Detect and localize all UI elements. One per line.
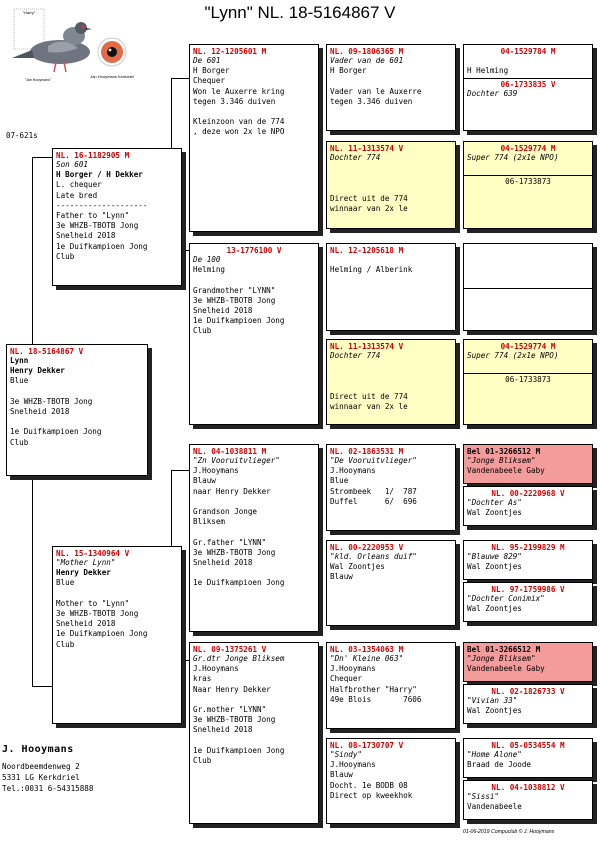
mmm-details <box>330 750 452 801</box>
mf-details-line: 1e Duifkampioen Jong <box>193 578 285 588</box>
mother-details-line: Mother to "Lynn" <box>56 598 130 608</box>
mother-ring: NL. 15-1340964 V <box>56 549 130 558</box>
mf-details-line <box>193 497 315 507</box>
mfm-details-line: "kld. Orleans duif" <box>330 552 417 561</box>
mother-details-line: Snelheid 2018 <box>56 619 116 629</box>
breeder-name: J. Hooymans <box>2 744 74 755</box>
fff-details-line: Vader van de 601 <box>330 56 404 65</box>
gen5-ring-16: NL. 04-1038812 V <box>491 783 565 792</box>
ff-details-line: tegen 3.346 duiven <box>193 96 276 106</box>
fff-details-line: H Borger <box>330 66 367 76</box>
gen5-details-13-line: Vandenabeele Gaby <box>467 664 545 674</box>
gen5-details-3 <box>467 153 589 163</box>
fff-ring: NL. 09-1806365 M <box>330 47 404 56</box>
fmm-details-line <box>330 371 452 381</box>
mf-details-line <box>193 527 315 537</box>
mm-details-line: kras <box>193 674 212 684</box>
mm-details-line: Gr.mother "LYNN" <box>193 705 267 715</box>
subject-details-line: Club <box>10 437 29 447</box>
gen5-details-16-line: Vandenabeele <box>467 802 522 812</box>
mf-details-line: Grandson Jonge <box>193 507 258 517</box>
mf-details-line: Snelheid 2018 <box>193 558 253 568</box>
gen5-ring-4: 06-1733873 <box>505 177 551 187</box>
mff-details <box>330 456 452 507</box>
fm-ring: 13-1776100 V <box>226 246 282 255</box>
pedigree-mmf <box>326 642 456 729</box>
mff-details-line: Duffel 6/ 696 <box>330 496 417 506</box>
gen5-ring-11: NL. 95-2199829 M <box>491 543 565 552</box>
mf-details-line: Bliksem <box>193 517 226 527</box>
mmm-details-line: J.Hooymans <box>330 760 376 770</box>
gen5-details-11 <box>467 552 589 572</box>
mff-details-line: Blue <box>330 476 349 486</box>
pedigree-mf <box>189 444 319 632</box>
pedigree-father <box>52 148 182 286</box>
pedigree-subject <box>6 344 148 476</box>
fm-details-line <box>193 275 315 285</box>
mother-details-line: 1e Duifkampioen Jong <box>56 629 148 639</box>
mff-details-line: J.Hooymans <box>330 466 376 476</box>
ff-details-line: De 601 <box>193 56 221 65</box>
ffm-details-line: winnaar van 2x le <box>330 204 408 214</box>
fmm-ring: NL. 11-1313574 V <box>330 342 404 351</box>
fff-details-line <box>330 76 452 86</box>
gen5-details-15-line: Braad de Joode <box>467 760 532 770</box>
breeder-info <box>2 744 93 794</box>
pedigree-mm <box>189 642 319 824</box>
mm-details-line <box>193 736 315 746</box>
mf-details-line: "Zn Vooruitvlieger" <box>193 456 280 465</box>
father-details-line: H Borger / H Dekker <box>56 170 143 180</box>
fm-details <box>193 255 315 337</box>
fm-details-line: De 100 <box>193 255 221 264</box>
father-details <box>56 160 178 262</box>
ffm-details <box>330 153 452 214</box>
page-title: "Lynn" NL. 18-5164867 V <box>204 3 396 22</box>
gen5-details-11-line: "Blauwe 829" <box>467 552 522 561</box>
side-code: 07-621s <box>6 131 38 140</box>
fff-details <box>330 56 452 107</box>
fmm-details-line <box>330 361 452 371</box>
logo-top-caption: "Harry" <box>22 10 36 15</box>
breeder-city: 5331 LG Kerkdriel <box>2 773 80 782</box>
ffm-details-line <box>330 163 452 173</box>
fm-details-line: Snelheid 2018 <box>193 306 253 316</box>
mf-details-line: 3e WHZB-TBOTB Jong <box>193 547 276 557</box>
pedigree-gen5-11 <box>463 540 593 580</box>
subject-details-line: Snelheid 2018 <box>10 407 70 417</box>
subject-details-line: 1e Duifkampioen Jong <box>10 427 102 437</box>
pedigree-ffm <box>326 141 456 229</box>
gen5-details-10-line: "Dochter As" <box>467 498 522 507</box>
mmf-details-line: 49e Blois 7606 <box>330 694 422 704</box>
subject-details-line: Blue <box>10 376 29 386</box>
mm-details-line: 1e Duifkampioen Jong <box>193 745 285 755</box>
ff-details-line <box>193 107 315 117</box>
mother-details-line: "Mother Lynn" <box>56 558 116 567</box>
mm-details <box>193 654 315 766</box>
pedigree-gen5-pair-1 <box>463 44 593 131</box>
mm-details-line: Gr.dtr Jonge Bliksem <box>193 654 285 663</box>
pedigree-fff <box>326 44 456 131</box>
fmf-details-line <box>330 255 452 265</box>
ff-ring: NL. 12-1205601 M <box>193 47 267 56</box>
mmf-details-line: Chequer <box>330 674 363 684</box>
gen5-ring-10: NL. 00-2220968 V <box>491 489 565 498</box>
subject-details-line: Lynn <box>10 356 29 365</box>
subject-details-line: Henry Dekker <box>10 366 65 376</box>
mff-details-line: Strombeek 1/ 787 <box>330 486 417 496</box>
gen5-details-7-line: Super 774 (2x1e NPO) <box>467 351 559 360</box>
fm-details-line: Grandmother "LYNN" <box>193 285 276 295</box>
ffm-ring: NL. 11-1313574 V <box>330 144 404 153</box>
mother-details-line: Blue <box>56 578 75 588</box>
gen5-details-7 <box>467 351 589 361</box>
pedigree-gen5-10 <box>463 486 593 526</box>
ff-details <box>193 56 315 138</box>
gen5-details-13-line: "Jonge Bliksem" <box>467 654 536 663</box>
pedigree-gen5-13 <box>463 642 593 682</box>
ffm-details-line <box>330 173 452 183</box>
pedigree-gen5-14 <box>463 684 593 724</box>
mm-details-line <box>193 695 315 705</box>
gen5-details-12-line: Wal Zoontjes <box>467 604 522 614</box>
mf-details-line: Blauw <box>193 476 216 486</box>
pedigree-fmf <box>326 243 456 331</box>
subject-details <box>10 356 144 448</box>
gen5-ring-12: NL. 97-1759986 V <box>491 585 565 594</box>
mmm-details-line: Docht. 1e BODB 08 <box>330 780 408 790</box>
mf-details-line <box>193 568 315 578</box>
pedigree-mfm <box>326 540 456 626</box>
gen5-ring-7: 04-1529774 M <box>500 342 556 351</box>
subject-details-line: 3e WHZB-TBOTB Jong <box>10 396 93 406</box>
pedigree-gen5-pair-4 <box>463 339 593 425</box>
mf-details-line: naar Henry Dekker <box>193 486 271 496</box>
mf-ring: NL. 04-1038811 M <box>193 447 267 456</box>
pedigree-gen5-pair-2 <box>463 141 593 229</box>
fmm-details-line <box>330 382 452 392</box>
gen5-details-16-line: "Sissi" <box>467 792 500 801</box>
mm-details-line: Snelheid 2018 <box>193 725 253 735</box>
subject-details-line <box>10 417 144 427</box>
pedigree-mmm <box>326 738 456 824</box>
fff-details-line: tegen 3.346 duiven <box>330 96 413 106</box>
gen5-details-9 <box>467 456 589 476</box>
ff-details-line: , deze won 2x le NPO <box>193 127 285 137</box>
fmf-ring: NL. 12-1205618 M <box>330 246 404 255</box>
mm-details-line: Naar Henry Dekker <box>193 684 271 694</box>
mmm-details-line: Blauw <box>330 770 353 780</box>
gen5-details-14-line: "Vivian 33" <box>467 696 518 705</box>
gen5-details-12-line: "Dochter Conimix" <box>467 594 545 603</box>
mfm-details-line: Blauw <box>330 572 353 582</box>
gen5-ring-8: 06-1733873 <box>505 375 551 385</box>
breeder-phone: Tel.:0031 6-54315888 <box>2 784 94 793</box>
logo-bottom-caption: Jan Hooymans Kerkdriel <box>90 74 134 79</box>
gen5-details-9-line: Vandenabeele Gaby <box>467 466 545 476</box>
pedigree-ff <box>189 44 319 232</box>
mf-details-line: Gr.father "LYNN" <box>193 537 267 547</box>
fmm-details <box>330 351 452 412</box>
mother-details-line <box>56 589 178 599</box>
father-details-line: Club <box>56 251 75 261</box>
father-ring: NL. 16-1182905 M <box>56 151 130 160</box>
mff-details-line: "De Vooruitvlieger" <box>330 456 417 465</box>
pedigree-mff <box>326 444 456 531</box>
pedigree-fmm <box>326 339 456 425</box>
fff-details-line: Vader van le Auxerre <box>330 86 422 96</box>
mf-details <box>193 456 315 589</box>
fm-details-line: 1e Duifkampioen Jong <box>193 316 285 326</box>
father-details-line: 1e Duifkampioen Jong <box>56 241 148 251</box>
fm-details-line: Helming <box>193 265 226 275</box>
fmm-details-line: Direct uit de 774 <box>330 391 408 401</box>
gen5-details-15 <box>467 750 589 770</box>
gen5-details-1 <box>467 56 589 76</box>
mm-details-line: J.Hooymans <box>193 664 239 674</box>
pedigree-fm <box>189 243 319 425</box>
mmm-details-line: Direct op kweekhok <box>330 790 413 800</box>
gen5-details-2 <box>467 89 589 99</box>
gen5-ring-3: 04-1529774 M <box>500 144 556 153</box>
mfm-details <box>330 552 452 583</box>
mmf-details-line: "Dn' Kleine 063" <box>330 654 404 663</box>
gen5-details-9-line: "Jonge Bliksem" <box>467 456 536 465</box>
mother-details-line: Club <box>56 639 75 649</box>
footer-credit: 01-06-2019 Compuclub © J. Hooymans <box>463 829 555 835</box>
father-details-line: Father to "Lynn" <box>56 211 130 221</box>
gen5-ring-15: NL. 05-0534554 M <box>491 741 565 750</box>
gen5-details-3-line: Super 774 (2x1e NPO) <box>467 153 559 162</box>
gen5-ring-14: NL. 02-1826733 V <box>491 687 565 696</box>
pedigree-gen5-9 <box>463 444 593 484</box>
mfm-ring: NL. 00-2220953 V <box>330 543 404 552</box>
gen5-details-1-line: H Helming <box>467 66 509 76</box>
mother-details-line: Henry Dekker <box>56 568 111 578</box>
gen5-details-2-line: Dochter 639 <box>467 89 518 99</box>
mmf-ring: NL. 03-1354063 M <box>330 645 404 654</box>
father-details-line: Son 601 <box>56 160 89 169</box>
mfm-details-line: Wal Zoontjes <box>330 562 385 572</box>
father-details-line: 3e WHZB-TBOTB Jong <box>56 221 139 231</box>
gen5-details-13 <box>467 654 589 674</box>
mother-details-line: 3e WHZB-TBOTB Jong <box>56 609 139 619</box>
fmf-details-line: Helming / Alberink <box>330 265 413 275</box>
pedigree-gen5-15 <box>463 738 593 778</box>
gen5-ring-13: Bel 01-3266512 M <box>467 645 541 654</box>
fmm-details-line: winnaar van 2x le <box>330 402 408 412</box>
mother-details <box>56 558 178 650</box>
mf-details-line: J.Hooymans <box>193 466 239 476</box>
gen5-ring-2: 06-1733835 V <box>500 80 556 90</box>
logo-left-text: "Jan Hooymans" <box>24 78 52 82</box>
subject-details-line <box>10 387 144 397</box>
gen5-details-14-line: Wal Zoontjes <box>467 706 522 716</box>
mmm-ring: NL. 08-1730707 V <box>330 741 404 750</box>
gen5-ring-1: 04-1529784 M <box>500 47 556 56</box>
gen5-ring-9: Bel 01-3266512 M <box>467 447 541 456</box>
mmf-details <box>330 654 452 705</box>
mm-details-line: Club <box>193 756 212 766</box>
pedigree-gen5-16 <box>463 780 593 820</box>
mmf-details-line: J.Hooymans <box>330 664 376 674</box>
gen5-details-10-line: Wal Zoontjes <box>467 508 522 518</box>
gen5-details-16 <box>467 792 589 812</box>
gen5-details-10 <box>467 498 589 518</box>
father-details-line: -------------------- <box>56 200 148 210</box>
mm-details-line: 3e WHZB-TBOTB Jong <box>193 715 276 725</box>
ff-details-line: Kleinzoon van de 774 <box>193 117 285 127</box>
father-details-line: L. chequer <box>56 180 102 190</box>
gen5-details-12 <box>467 594 589 614</box>
mm-ring: NL. 09-1375261 V <box>193 645 267 654</box>
subject-ring: NL. 18-5164867 V <box>10 347 84 356</box>
ff-details-line: Chequer <box>193 76 226 86</box>
gen5-details-11-line: Wal Zoontjes <box>467 562 522 572</box>
ffm-details-line: Direct uit de 774 <box>330 193 408 203</box>
mff-ring: NL. 02-1863531 M <box>330 447 404 456</box>
ffm-details-line: Dochter 774 <box>330 153 381 162</box>
mmm-details-line: "Sindy" <box>330 750 363 759</box>
father-details-line: Late bred <box>56 190 98 200</box>
fm-details-line: Club <box>193 326 212 336</box>
fmf-details <box>330 255 452 275</box>
breeder-address: Noordbeemdenweg 2 <box>2 762 80 771</box>
pedigree-mother <box>52 546 182 724</box>
gen5-details-15-line: "Home Alone" <box>467 750 522 759</box>
fm-details-line: 3e WHZB-TBOTB Jong <box>193 295 276 305</box>
ffm-details-line <box>330 184 452 194</box>
father-details-line: Snelheid 2018 <box>56 231 116 241</box>
pigeon-logo <box>8 6 148 84</box>
mmf-details-line: Halfbrother "Harry" <box>330 684 417 694</box>
pedigree-gen5-12 <box>463 582 593 622</box>
gen5-details-1-line <box>467 56 589 66</box>
gen5-details-14 <box>467 696 589 716</box>
fmm-details-line: Dochter 774 <box>330 351 381 360</box>
ff-details-line: H Borger <box>193 66 230 76</box>
ff-details-line: Won le Auxerre kring <box>193 86 285 96</box>
pedigree-gen5-pair-3 <box>463 243 593 331</box>
